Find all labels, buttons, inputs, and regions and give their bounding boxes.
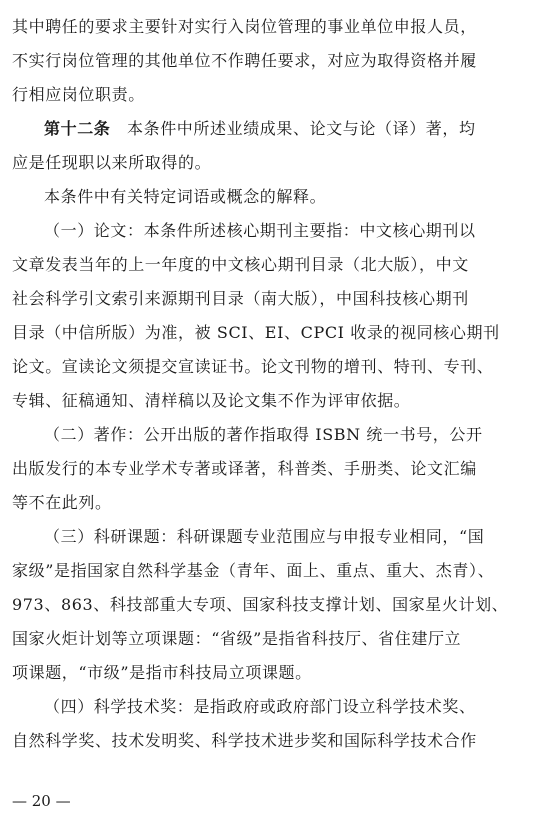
text-line: 论文。宣读论文须提交宣读证书。论文刊物的增刊、特刊、专刊、 <box>12 357 494 376</box>
paragraph-start-line: （二）著作：公开出版的著作指取得 ISBN 统一书号，公开 <box>44 425 483 444</box>
paragraph-start-line: （四）科学技术奖：是指政府或政府部门设立科学技术奖、 <box>44 697 476 716</box>
article-heading-line <box>12 112 528 146</box>
paragraph-start-line: （一）论文：本条件所述核心期刊主要指：中文核心期刊以 <box>44 221 476 240</box>
text-line: 自然科学奖、技术发明奖、科学技术进步奖和国际科学技术合作 <box>12 731 477 750</box>
text-line: 不实行岗位管理的其他单位不作聘任要求，对应为取得资格并履 <box>12 51 477 70</box>
text-line: 国家火炬计划等立项课题：“省级”是指省科技厅、省住建厅立 <box>12 629 462 648</box>
text-line: 应是任现职以来所取得的。 <box>12 153 212 172</box>
text-line: 专辑、征稿通知、清样稿以及论文集不作为评审依据。 <box>12 391 411 410</box>
text-line: 项课题，“市级”是指市科技局立项课题。 <box>12 663 312 682</box>
text-line: 其中聘任的要求主要针对实行入岗位管理的事业单位申报人员， <box>12 17 477 36</box>
text-line: 出版发行的本专业学术专著或译著，科普类、手册类、论文汇编 <box>12 459 477 478</box>
page-number: — 20 — <box>12 792 71 810</box>
text-line: 等不在此列。 <box>12 493 112 512</box>
text-line: 文章发表当年的上一年度的中文核心期刊目录（北大版），中文 <box>12 255 469 274</box>
text-line: 973、863、科技部重大专项、国家科技支撑计划、国家星火计划、 <box>12 595 509 614</box>
document-page <box>12 10 528 758</box>
article-label: 第十二条 <box>44 119 111 138</box>
text-line: 目录（中信所版）为准，被 SCI、EI、CPCI 收录的视同核心期刊 <box>12 323 500 342</box>
text-line: 社会科学引文索引来源期刊目录（南大版），中国科技核心期刊 <box>12 289 469 308</box>
paragraph-start-line: 本条件中有关特定词语或概念的解释。 <box>44 187 327 206</box>
text-line: 行相应岗位职责。 <box>12 85 145 104</box>
text-line: 家级”是指国家自然科学基金（青年、面上、重点、重大、杰青）、 <box>12 561 495 580</box>
paragraph-start-line: （三）科研课题：科研课题专业范围应与申报专业相同，“国 <box>44 527 485 546</box>
article-text: 本条件中所述业绩成果、论文与论（译）著，均 <box>110 119 476 138</box>
